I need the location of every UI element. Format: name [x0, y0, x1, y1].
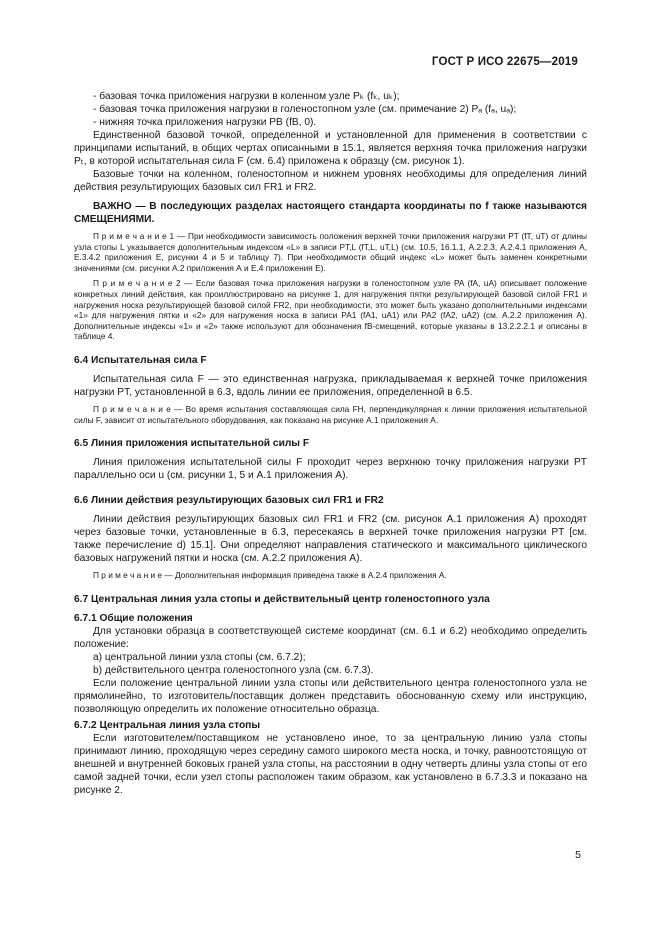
note-6-4: П р и м е ч а н и е — Во время испытания составляющая сила FH, перпендикулярная к линии приложения испытательной силы F, зависит от испытательного оборудования, как показано на рисунке А.1 приложения А.: [74, 403, 587, 425]
paragraph-6-7-1-b: Если положение центральной линии узла стопы или действительного центра голеностопного узла не прямолинейно, то изготовитель/поставщик должен представить обоснованную схему или инструкцию, позволяющую определить их положение относительно образца.: [74, 677, 587, 715]
paragraph-reference-points: Базовые точки на коленном, голеностопном и нижнем уровнях необходимы для определения линий действия результирующих базовых сил FR1 и FR2.: [74, 169, 587, 193]
page-number: 5: [575, 849, 581, 861]
list-item-a: а) центральной линии узла стопы (см. 6.7.2);: [93, 651, 306, 663]
important-notice: ВАЖНО — В последующих разделах настоящего стандарта координаты по f также называются СМЕЩЕНИЯМИ.: [74, 201, 587, 225]
section-heading-6-4: 6.4 Испытательная сила F: [74, 354, 207, 366]
section-heading-6-7-1: 6.7.1 Общие положения: [74, 612, 193, 624]
paragraph-top-load-point: Единственной базовой точкой, определенной и установленной для применения в соответствии с принципами испытаний, в общих чертах описанными в 15.1, является верхняя точка приложения нагрузки Pₜ, в которой испытательная сила F (см. 6.4) приложена к образцу (см. рисунок 1).: [74, 130, 587, 167]
document-code: ГОСТ Р ИСО 22675—2019: [431, 56, 578, 68]
paragraph-6-7-2: Если изготовителем/поставщиком не установлено иное, то за центральную линию узла стопы принимают линию, проходящую через середину самого широкого места носка, и точку, равноотстоящую от внешней и внутренней боковых граней узла стопы, на расстоянии в одну четверть длины узла стопы от его самой задней точки, если узел стопы расположен таким образом, как установлено в 6.7.3.3 и показано на рисунке 2.: [74, 732, 587, 796]
paragraph-6-5: Линия приложения испытательной силы F проходит через верхнюю точку приложения нагрузки PT параллельно оси u (см. рисунки 1, 5 и А.1 приложения А).: [74, 457, 587, 482]
section-heading-6-5: 6.5 Линия приложения испытательной силы F: [74, 438, 310, 450]
note-6-6: П р и м е ч а н и е — Дополнительная информация приведена также в А.2.4 приложения А.: [93, 570, 447, 581]
bullet-knee-point: - базовая точка приложения нагрузки в коленном узле Pₖ (fₖ, uₖ);: [93, 91, 400, 102]
paragraph-6-7-1: Для установки образца в соответствующей системе координат (см. 6.1 и 6.2) необходимо определить положение:: [74, 625, 587, 650]
note-1: П р и м е ч а н и е 1 — При необходимости зависимость положения верхней точки приложения нагрузки PT (fT, uT) от длины узла стопы L указывается дополнительным индексом «L» в записи PT,L (fT,L, uT,L) (см. 10.5, 16.1.1, А.2.2.3, А.2.4.1 приложения А, Е.3.4.2 приложения Е, рисунки 4 и 5 и таблицу 7). При необходимости общий индекс «L» может быть заменен конкретными значениями (см. рисунки А.2 приложения А и Е.4 приложения Е).: [74, 231, 587, 273]
paragraph-6-4: Испытательная сила F — это единственная нагрузка, прикладываемая к верхней точке приложения нагрузки PT, установленной в 6.3, вдоль линии ее приложения, определенной в 6.5.: [74, 373, 587, 398]
page-body: [74, 90, 587, 797]
section-heading-6-6: 6.6 Линии действия результирующих базовых сил FR1 и FR2: [74, 495, 384, 507]
bullet-bottom-point: - нижняя точка приложения нагрузки PΒ (fΒ, 0).: [93, 117, 317, 128]
section-heading-6-7-2: 6.7.2 Центральная линия узла стопы: [74, 719, 261, 731]
note-2: П р и м е ч а н и е 2 — Если базовая точка приложения нагрузки в голеностопном узле PA (fA, uA) описывает положение конкретных линий действия, как проиллюстрировано на рисунке 1, для нагружения пятки результирующей базовой силой FR1 и нагружения носка результирующей базовой силой FR2, при необходимости, это может быть указано дополнительными индексами «1» для нагружения пятки и «2» для нагружения носка в записи PA1 (fA1, uA1) или PA2 (fA2, uA2) (см. А.2.2 приложения А). Дополнительные индексы «1» и «2» также используют для обозначения fB-смещений, которые указаны в 13.2.2.2.1 и описаны в таблице 4.: [74, 278, 587, 342]
list-item-b: b) действительного центра голеностопного узла (см. 6.7.3).: [93, 664, 374, 676]
section-heading-6-7: 6.7 Центральная линия узла стопы и действительный центр голеностопного узла: [74, 593, 490, 605]
bullet-ankle-point: - базовая точка приложения нагрузки в голеностопном узле (см. примечание 2) Pₐ (fₐ, uₐ);: [93, 104, 517, 115]
paragraph-6-6: Линии действия результирующих базовых сил FR1 и FR2 (см. рисунок А.1 приложения А) проходят через базовые точки, установленные в 6.3, пересекаясь в верхней точке приложения нагрузки PT [см. также перечисление d) 15.1]. Они определяют направления статического и максимального циклического базовых нагружений пятки и носка (см. А.2.2 приложения А).: [74, 514, 587, 565]
